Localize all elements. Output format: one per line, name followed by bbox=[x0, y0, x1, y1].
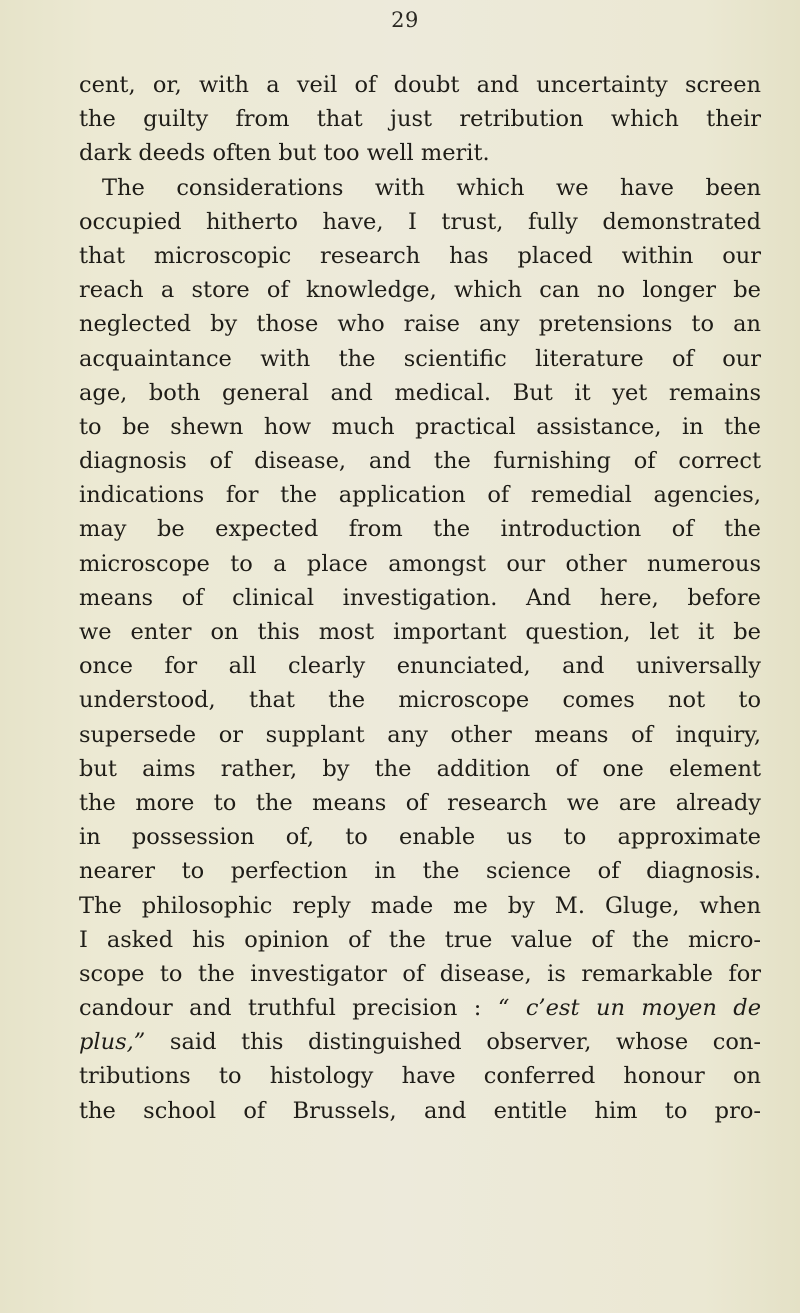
french-quote-open: “ c’est un moyen de bbox=[497, 995, 762, 1022]
text-line: occupied hitherto have, I trust, fully demonstrated bbox=[79, 208, 761, 235]
text-line: indications for the application of remedial agencies, bbox=[79, 482, 761, 509]
text-line: scope to the investigator of disease, is remarkable for bbox=[79, 960, 761, 987]
text-line: diagnosis of disease, and the furnishing of correct bbox=[79, 448, 761, 475]
text-line: age, both general and medical. But it yet remains bbox=[79, 379, 761, 406]
text-line: the school of Brussels, and entitle him to pro- bbox=[79, 1097, 761, 1124]
text-line: that microscopic research has placed within our bbox=[79, 242, 761, 269]
page-number: 29 bbox=[391, 8, 419, 32]
text-line: cent, or, with a veil of doubt and uncertainty screen bbox=[79, 72, 761, 98]
text-line-with-quote bbox=[79, 991, 761, 1025]
text-line: The philosophic reply made me by M. Gluge, when bbox=[79, 892, 761, 919]
text-line: understood, that the microscope comes not to bbox=[79, 687, 761, 714]
text-line: nearer to perfection in the science of diagnosis. bbox=[79, 858, 761, 885]
text-line: once for all clearly enunciated, and universally bbox=[79, 653, 761, 680]
text-line: in possession of, to enable us to approximate bbox=[79, 824, 761, 851]
body-text bbox=[79, 68, 761, 1128]
text-line: reach a store of knowledge, which can no longer be bbox=[79, 277, 761, 304]
text-line: acquaintance with the scientific literature of our bbox=[79, 345, 761, 372]
text-line: the more to the means of research we are already bbox=[79, 789, 761, 816]
text-segment: candour and truthful precision : bbox=[79, 995, 482, 1022]
text-line: but aims rather, by the addition of one element bbox=[79, 755, 761, 782]
text-line-with-quote bbox=[79, 1025, 761, 1059]
text-line: may be expected from the introduction of the bbox=[79, 516, 761, 543]
text-line: supersede or supplant any other means of inquiry, bbox=[79, 721, 761, 748]
text-line: tributions to histology have conferred honour on bbox=[79, 1063, 761, 1090]
text-line: dark deeds often but too well merit. bbox=[79, 140, 490, 167]
text-line: The considerations with which we have been bbox=[102, 174, 761, 201]
text-line: we enter on this most important question, let it be bbox=[79, 619, 761, 645]
text-line: neglected by those who raise any pretensions to an bbox=[79, 311, 761, 338]
french-quote-close: plus,” bbox=[79, 1029, 146, 1056]
text-line: means of clinical investigation. And here, before bbox=[79, 584, 761, 611]
text-segment: said this distinguished observer, whose con- bbox=[169, 1029, 761, 1056]
text-line: microscope to a place amongst our other numerous bbox=[79, 550, 761, 577]
text-line: the guilty from that just retribution which their bbox=[79, 106, 761, 133]
text-line: to be shewn how much practical assistance, in the bbox=[79, 413, 761, 440]
text-line: I asked his opinion of the true value of the micro- bbox=[79, 926, 761, 953]
